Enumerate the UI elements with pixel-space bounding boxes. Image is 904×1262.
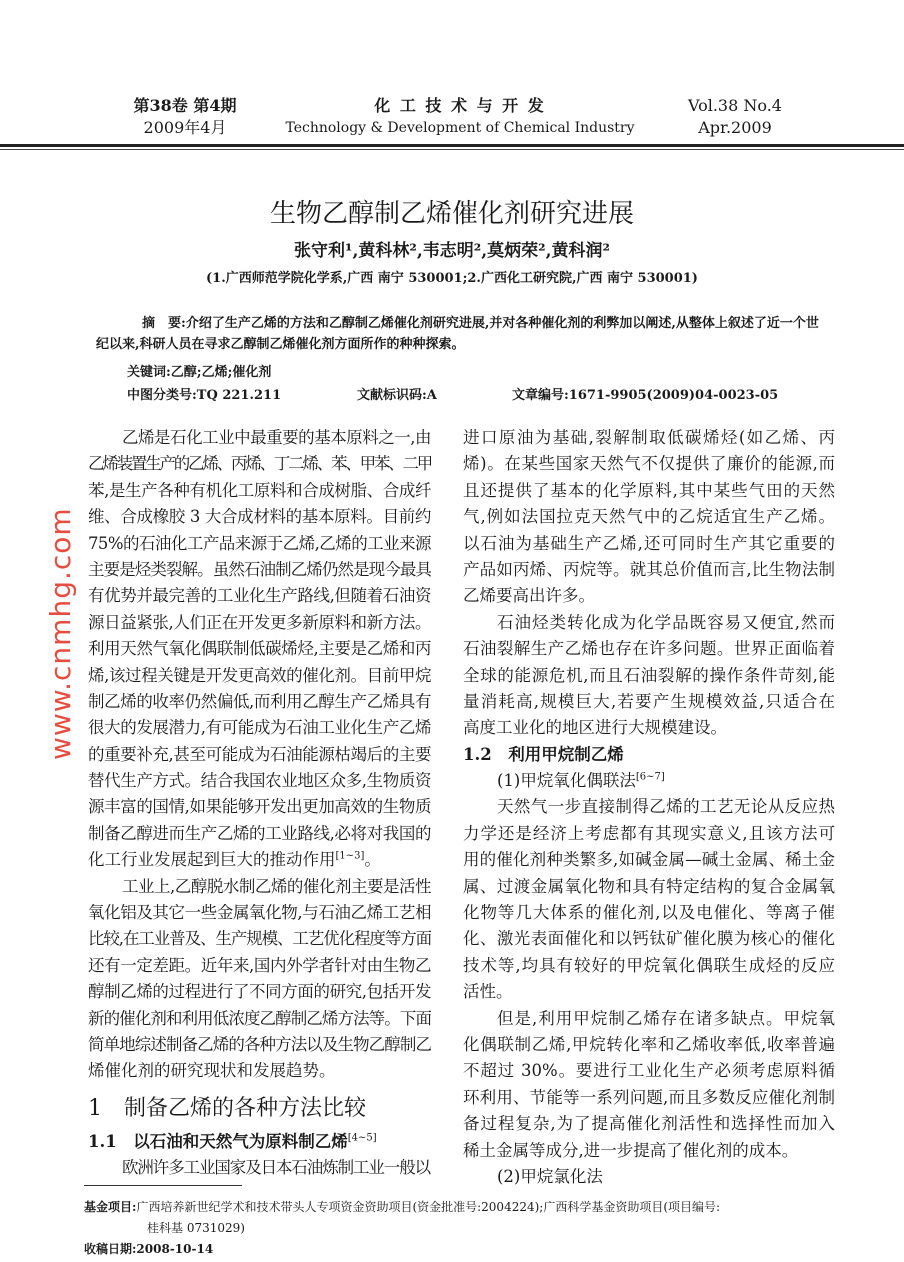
text-line: 化物等几大体系的催化剂,以及电催化、等离子催 [463, 903, 835, 923]
text-line: 用的催化剂种类繁多,如碱金属—碱土金属、稀土金 [463, 850, 835, 870]
paragraph [463, 768, 835, 794]
text-line: 化偶联制乙烯,甲烷转化率和乙烯收率低,收率普遍 [463, 1034, 835, 1054]
header-rule [0, 144, 904, 147]
text-line: 但是,利用甲烷制乙烯存在诸多缺点。甲烷氧 [497, 1008, 835, 1028]
left-column [88, 425, 431, 1182]
funding-label: 基金项目: [84, 1200, 137, 1214]
text-line: 制乙烯的收率仍然偏低,而利用乙醇生产乙烯具有 [88, 691, 431, 711]
text-line: 工业上,乙醇脱水制乙烯的催化剂主要是活性 [122, 876, 431, 896]
volume-issue: 第38卷 第4期 [133, 96, 237, 115]
text-line: 石油裂解生产乙烯也存在许多问题。世界正面临着 [463, 639, 835, 659]
text-line: 简单地综述制备乙烯的各种方法以及生物乙醇制乙 [88, 1034, 431, 1054]
abstract [96, 313, 828, 355]
text-line: 主要是烃类裂解。虽然石油制乙烯仍然是现今最具 [88, 559, 431, 579]
text-line: 75%的石油化工产品来源于乙烯,乙烯的工业来源 [88, 533, 431, 553]
right-column [463, 425, 835, 1190]
journal-name-cn: 化 工 技 术 与 开 发 [374, 96, 546, 115]
text-line: 的重要补充,甚至可能成为石油能源枯竭后的主要 [88, 744, 431, 764]
journal-name [270, 95, 650, 139]
text-line: 化、激光表面催化和以钙钛矿催化膜为核心的催化 [463, 929, 835, 949]
watermark: www.cnmhg.com [44, 507, 77, 760]
text-line: 产品如丙烯、丙烷等。就其总价值而言,比生物法制 [463, 559, 835, 579]
text-line: 比较,在工业普及、生产规模、工艺优化程度等方面 [88, 929, 431, 949]
text-line: 源日益紧张,人们正在开发更多新原料和新方法。 [88, 612, 431, 632]
text-line: 烯,该过程关键是开发更高效的催化剂。目前甲烷 [88, 665, 431, 685]
subsection-heading: 1.1 以石油和天然气为原料制乙烯[4~5] [88, 1131, 377, 1151]
text-line: 活性。 [463, 982, 513, 1002]
text-line: 力学还是经济上考虑都有其现实意义,且该方法可 [463, 823, 835, 843]
text-line: 天然气一步直接制得乙烯的工艺无论从反应热 [497, 797, 835, 817]
keywords: 关键词:乙醇;乙烯;催化剂 [127, 365, 272, 380]
text-line: 很大的发展潜力,有可能成为石油工业化生产乙烯 [88, 718, 431, 738]
authors: 张守利¹,黄科林²,韦志明²,莫炳荣²,黄科润² [294, 241, 610, 261]
text-line: 乙烯装置生产的乙烯、丙烯、丁二烯、苯、甲苯、二甲 [88, 454, 431, 474]
text-line: 新的催化剂和利用低浓度乙醇制乙烯方法等。下面 [88, 1008, 431, 1028]
volume-issue-en: Vol.38 No.4 [688, 96, 782, 115]
text-line: 环利用、节能等一系列问题,而且多数反应催化剂制 [463, 1087, 835, 1107]
issue-date-en: Apr.2009 [698, 118, 772, 137]
text-line: 有优势并最完善的工业化生产路线,但随着石油资 [88, 586, 431, 606]
text-line: 利用天然气氧化偶联制低碳烯烃,主要是乙烯和丙 [88, 639, 431, 659]
text-line: 烯催化剂的研究现状和发展趋势。 [88, 1061, 336, 1081]
paragraph [463, 1164, 835, 1190]
volume-info-en [660, 95, 810, 139]
text-line: 不超过 30%。要进行工业化生产必须考虑原料循 [463, 1061, 835, 1081]
text-line: 制备乙醇进而生产乙烯的工业路线,必将对我国的 [88, 823, 431, 843]
citation: [1~3] [335, 850, 365, 862]
issue-info [100, 95, 270, 139]
text-line: 维、合成橡胶 3 大合成材料的基本原料。目前约 [88, 507, 431, 527]
paragraph [463, 425, 835, 610]
text-line: 烯)。在某些国家天然气不仅提供了廉价的能源,而 [463, 454, 835, 474]
funding-note [84, 1197, 720, 1217]
text-line: 乙烯是石化工业中最重要的基本原料之一,由 [122, 428, 431, 447]
text-line: 化工行业发展起到巨大的推动作用[1~3]。 [88, 850, 381, 870]
paragraph [463, 794, 835, 1005]
text-line: 苯,是生产各种有机化工原料和合成树脂、合成纤 [88, 480, 431, 500]
subsection-heading: 1.2 利用甲烷制乙烯 [463, 744, 624, 764]
paragraph [88, 1155, 431, 1181]
text-line: 备过程复杂,为了提高催化剂活性和选择性而加入 [463, 1114, 835, 1134]
text-line: 还有一定差距。近年来,国内外学者针对由生物乙 [88, 955, 431, 975]
text-line: 醇制乙烯的过程进行了不同方面的研究,包括开发 [88, 982, 431, 1002]
clc-number: 中图分类号:TQ 221.211 [127, 388, 282, 403]
section-heading: 1 制备乙烯的各种方法比较 [88, 1095, 366, 1121]
text-line: (2)甲烷氯化法 [497, 1166, 603, 1186]
text-line: (1)甲烷氧化偶联法[6~7] [497, 771, 665, 791]
citation: [6~7] [635, 771, 665, 783]
received-date: 收稿日期:2008-10-14 [84, 1242, 214, 1256]
text-line: 气,例如法国拉克天然气中的乙烷适宜生产乙烯。 [463, 507, 835, 527]
paragraph [463, 1006, 835, 1164]
paper-title: 生物乙醇制乙烯催化剂研究进展 [269, 199, 634, 229]
paragraph [88, 425, 431, 874]
text-line: 且还提供了基本的化学原料,其中某些气田的天然 [463, 480, 835, 500]
text-line: 氧化铝及其它一些金属氧化物,与石油乙烯工艺相 [88, 903, 431, 923]
text-line: 欧洲许多工业国家及日本石油炼制工业一般以 [122, 1158, 431, 1178]
footnote-rule [84, 1185, 242, 1186]
text-line: 进口原油为基础,裂解制取低碳烯烃(如乙烯、丙 [463, 428, 835, 447]
text-line: 乙烯要高出许多。 [463, 586, 595, 606]
text-line: 高度工业化的地区进行大规模建设。 [463, 718, 727, 738]
affiliations: (1.广西师范学院化学系,广西 南宁 530001;2.广西化工研究院,广西 南宁 530001) [206, 271, 698, 286]
paragraph [88, 874, 431, 1085]
text-line: 替代生产方式。结合我国农业地区众多,生物质资 [88, 771, 431, 791]
text-line: 以石油为基础生产乙烯,还可同时生产其它重要的 [463, 533, 835, 553]
paragraph [463, 610, 835, 742]
issue-date: 2009年4月 [143, 118, 227, 137]
article-number: 文章编号:1671-9905(2009)04-0023-05 [512, 388, 779, 403]
citation: [4~5] [347, 1132, 377, 1144]
document-code: 文献标识码:A [357, 388, 437, 403]
abstract-text: 介绍了生产乙烯的方法和乙醇制乙烯催化剂研究进展,并对各种催化剂的利弊加以阐述,从整体上叙述了近一个世纪以来,科研人员在寻求乙醇制乙烯催化剂方面所作的种种探索。 [96, 316, 819, 352]
abstract-label: 摘 要: [142, 316, 186, 331]
header-rule-thin [0, 149, 904, 150]
text-line: 技术等,均具有较好的甲烷氧化偶联生成烃的反应 [463, 955, 835, 975]
funding-text-cont: 桂科基 0731029) [147, 1221, 245, 1235]
text-line: 量消耗高,规模巨大,若要产生规模效益,只适合在 [463, 691, 835, 711]
funding-text: 广西培养新世纪学术和技术带头人专项资金资助项目(资金批准号:2004224);广西科学基金资助项目(项目编号: [136, 1200, 721, 1214]
text-line: 石油烃类转化成为化学品既容易又便宜,然而 [497, 612, 835, 632]
text-line: 稀土金属等成分,进一步提高了催化剂的成本。 [463, 1140, 799, 1160]
journal-name-en: Technology & Development of Chemical Industry [285, 120, 635, 136]
text-line: 全球的能源危机,而且石油裂解的操作条件苛刻,能 [463, 665, 835, 685]
text-line: 属、过渡金属氧化物和具有特定结构的复合金属氧 [463, 876, 835, 896]
text-line: 源丰富的国情,如果能够开发出更加高效的生物质 [88, 797, 431, 817]
